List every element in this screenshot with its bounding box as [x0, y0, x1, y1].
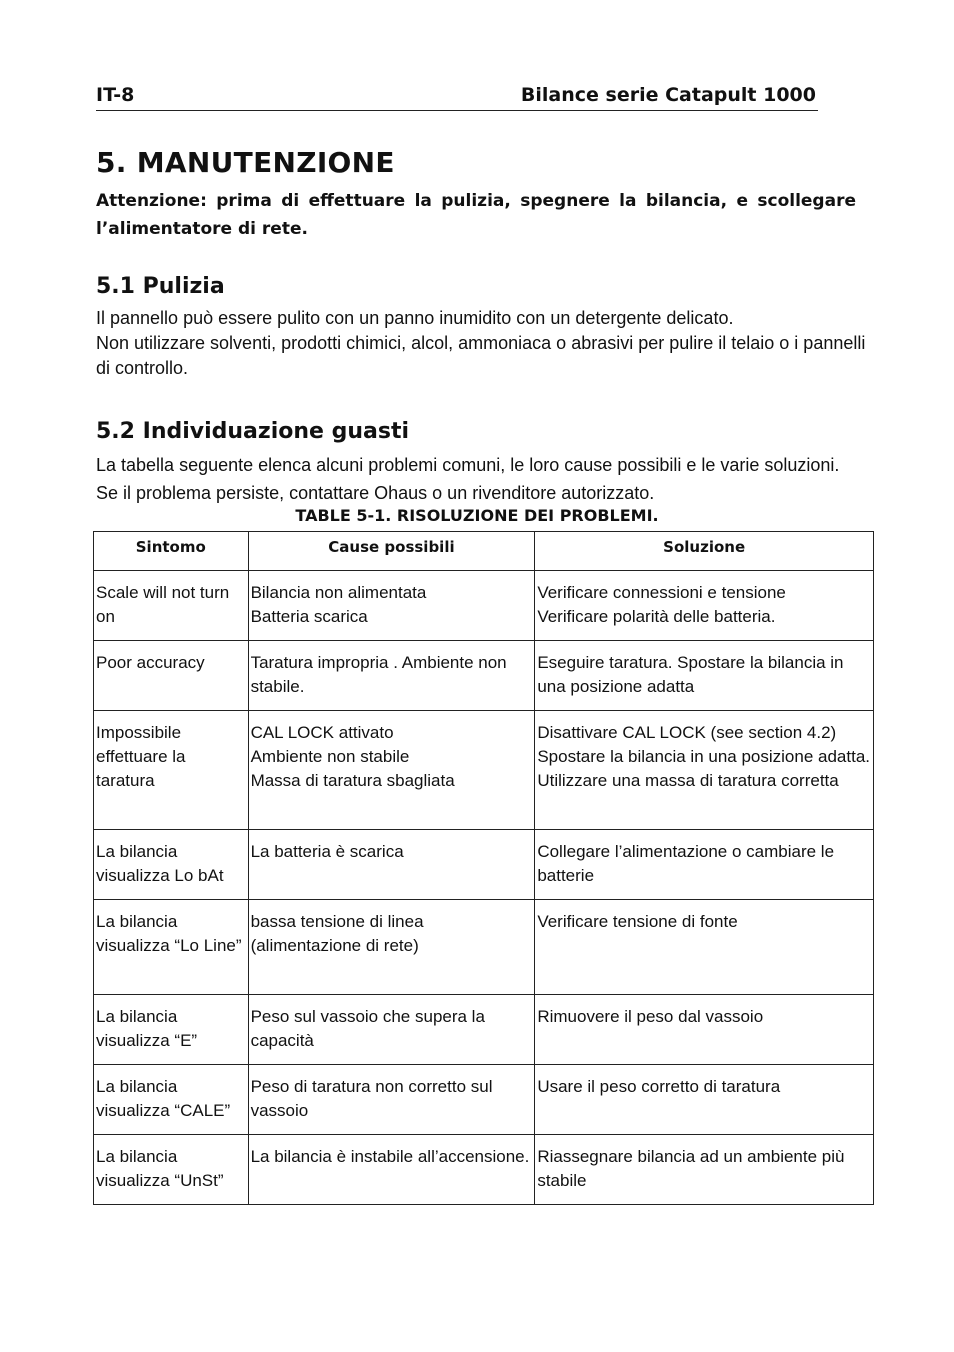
solution-line: Usare il peso corretto di taratura: [537, 1077, 781, 1096]
page-header: [96, 82, 818, 111]
solution-line: Rimuovere il peso dal vassoio: [537, 1007, 764, 1026]
solution-line: Collegare l’alimentazione o cambiare le batterie: [537, 842, 839, 885]
table-row: [94, 995, 874, 1065]
causes-cell: [248, 1135, 535, 1205]
causes-cell: [248, 1065, 535, 1135]
table-row: [94, 900, 874, 995]
solution-line: Riassegnare bilancia ad un ambiente più stabile: [537, 1147, 850, 1190]
symptom-cell: La bilancia visualizza “CALE”: [94, 1065, 249, 1135]
causes-cell: [248, 571, 535, 641]
table-row: [94, 711, 874, 830]
header-solution: Soluzione: [535, 532, 874, 571]
cause-line: Peso di taratura non corretto sul vassoio: [250, 1077, 498, 1120]
section-title-cleaning: 5.1 Pulizia: [96, 274, 225, 299]
symptom-cell: La bilancia visualizza “E”: [94, 995, 249, 1065]
header-causes: Cause possibili: [248, 532, 535, 571]
table-row: [94, 1135, 874, 1205]
causes-cell: [248, 900, 535, 995]
cleaning-paragraph-1: Il pannello può essere pulito con un panno inumidito con un detergente delicato.: [96, 308, 734, 328]
solution-line: Spostare la bilancia in una posizione adatta. Utilizzare una massa di taratura corretta: [537, 747, 875, 790]
cause-line: bassa tensione di linea (alimentazione di rete): [250, 912, 429, 955]
cleaning-paragraph-2: Non utilizzare solventi, prodotti chimici, alcol, ammoniaca o abrasivi per pulire il telaio o i pannelli di controllo.: [96, 333, 866, 378]
solution-line: Verificare polarità delle batteria.: [537, 607, 776, 626]
solution-cell: [535, 711, 874, 830]
solution-cell: [535, 1065, 874, 1135]
table-row: [94, 571, 874, 641]
cause-line: CAL LOCK attivato: [250, 723, 394, 742]
table-row: [94, 641, 874, 711]
table-body: [94, 571, 874, 1205]
symptom-cell: La bilancia visualizza “UnSt”: [94, 1135, 249, 1205]
table-caption: TABLE 5-1. RISOLUZIONE DEI PROBLEMI.: [295, 506, 659, 525]
section-title-maintenance: 5. MANUTENZIONE: [96, 146, 395, 179]
header-symptom: Sintomo: [94, 532, 249, 571]
warning-text: Attenzione: prima di effettuare la pulizia, spegnere la bilancia, e scollegare l’alimentatore di rete.: [96, 191, 856, 239]
symptom-cell: Poor accuracy: [94, 641, 249, 711]
cause-line: Massa di taratura sbagliata: [250, 771, 455, 790]
cause-line: La batteria è scarica: [250, 842, 404, 861]
cause-line: La bilancia è instabile all’accensione.: [250, 1147, 530, 1166]
solution-line: Disattivare CAL LOCK (see section 4.2): [537, 723, 837, 742]
solution-cell: [535, 830, 874, 900]
troubleshooting-paragraph: La tabella seguente elenca alcuni problemi comuni, le loro cause possibili e le varie soluzioni. Se il problema persiste, contattare Ohaus o un rivenditore autorizzato.: [96, 455, 840, 503]
solution-cell: [535, 1135, 874, 1205]
cause-line: Peso sul vassoio che supera la capacità: [250, 1007, 490, 1050]
cause-line: Bilancia non alimentata: [250, 583, 427, 602]
symptom-cell: La bilancia visualizza Lo bAt: [94, 830, 249, 900]
section-title-troubleshooting: 5.2 Individuazione guasti: [96, 419, 410, 444]
manual-title: Bilance serie Catapult 1000: [520, 84, 816, 106]
page-number: IT-8: [96, 84, 135, 106]
solution-line: Verificare tensione di fonte: [537, 912, 738, 931]
cause-line: Taratura impropria . Ambiente non stabile.: [250, 653, 512, 696]
solution-cell: [535, 571, 874, 641]
symptom-cell: La bilancia visualizza “Lo Line”: [94, 900, 249, 995]
troubleshooting-table: [93, 531, 874, 1205]
table-row: [94, 1065, 874, 1135]
causes-cell: [248, 830, 535, 900]
solution-cell: [535, 995, 874, 1065]
symptom-cell: Scale will not turn on: [94, 571, 249, 641]
solution-line: Verificare connessioni e tensione: [537, 583, 786, 602]
causes-cell: [248, 641, 535, 711]
cause-line: Ambiente non stabile: [250, 747, 410, 766]
solution-line: Eseguire taratura. Spostare la bilancia in una posizione adatta: [537, 653, 849, 696]
solution-cell: [535, 900, 874, 995]
causes-cell: [248, 711, 535, 830]
symptom-cell: Impossibile effettuare la taratura: [94, 711, 249, 830]
solution-cell: [535, 641, 874, 711]
cause-line: Batteria scarica: [250, 607, 368, 626]
causes-cell: [248, 995, 535, 1065]
table-header-row: [94, 532, 874, 571]
table-row: [94, 830, 874, 900]
